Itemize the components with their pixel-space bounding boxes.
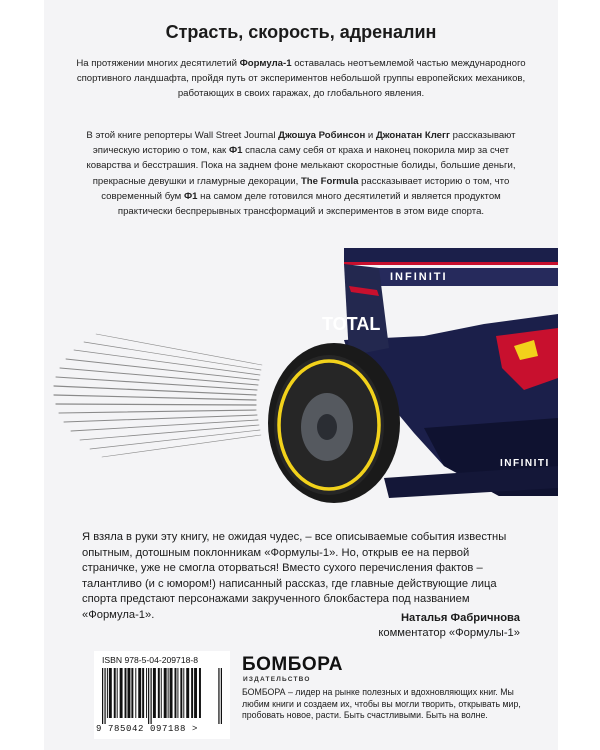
barcode-bar (107, 668, 108, 718)
author-name: Наталья Фабричнова (400, 612, 520, 624)
speed-line (71, 420, 258, 431)
description-paragraph (74, 128, 528, 219)
publisher-logo: БОМБОРА (242, 654, 343, 675)
barcode-bar (170, 668, 173, 718)
back-cover (44, 0, 558, 750)
text-run: рассказывают эпическую историю о том, как (92, 130, 516, 157)
barcode-bar (114, 668, 116, 718)
barcode-bar (164, 668, 167, 718)
publisher-blurb: БОМБОРА – лидер на рынке полезных и вдохновляющих книг. Мы любим книги и создаем их, чтобы вы могли творить, открывать мир, пробовать новое, расти. Быть счастливыми. Быть на волне. (242, 687, 521, 721)
speed-lines (54, 334, 262, 457)
barcode-bar (102, 668, 103, 724)
rear-wing-stripe (344, 262, 558, 265)
speed-line (90, 430, 260, 449)
f1-car-illustration (44, 228, 558, 526)
text-run: оставалась неотъемлемой частью международного спортивного ландшафта, пройдя путь от экспериментов небольшой группы европейских механиков, работающих в своих гаражах, до глобального явления. (76, 58, 526, 100)
bold-term: Джонатан Клегг (375, 130, 450, 141)
barcode-bar (135, 668, 136, 718)
isbn-text: ISBN 978-5-04-209718-8 (102, 655, 199, 665)
speed-line (64, 415, 257, 422)
text-run: на самом деле готовился много десятилетий и является продуктом практически беспрерывных трансформаций и экспериментов в этом виде спорта. (117, 190, 501, 218)
barcode-bar (148, 668, 149, 724)
cover-headline: Страсть, скорость, адреналин (165, 22, 437, 42)
barcode-bar (199, 668, 201, 718)
text-run: На протяжении многих десятилетий (76, 58, 240, 69)
author-title: комментатор «Формулы-1» (378, 627, 520, 640)
speed-line (80, 425, 259, 440)
barcode-digits: 9 785042 097188 > (96, 724, 199, 734)
speed-line (59, 410, 256, 413)
bold-term: Ф1 (228, 145, 243, 157)
speed-line (56, 404, 256, 405)
barcode-bar (191, 668, 193, 718)
bold-term: The Formula (300, 175, 359, 187)
speed-line (96, 334, 262, 365)
barcode-bar (104, 668, 105, 724)
text-run: В этой книге репортеры Wall Street Journal (86, 130, 279, 141)
intro-paragraph (74, 56, 528, 102)
barcode-bar (131, 668, 133, 718)
barcode-bar (142, 668, 144, 718)
barcode-bar (153, 668, 156, 718)
barcode-bar (186, 668, 189, 718)
barcode-block (94, 651, 230, 739)
barcode-bar (146, 668, 147, 718)
bold-term: Формула-1 (239, 58, 292, 69)
quote-author (378, 611, 520, 642)
barcode-bar (194, 668, 197, 718)
text-run: спасла саму себя от краха и наконец покорила мир за счет коварства и бесстрашия. Пока на заднем фоне мелькают скоростные болиды, большие деньги, прекрасные девушки и гламурные декорации, (86, 145, 516, 187)
bold-term: Ф1 (183, 190, 198, 202)
bold-term: Джошуа Робинсон (278, 130, 366, 141)
barcode-bar (120, 668, 123, 718)
barcode-bar (183, 668, 184, 718)
review-quote: Я взяла в руки эту книгу, не ожидая чудес, – все описываемые события известны опытным, дотошным поклонникам «Формулы-1». Но, открыв ее на первой страничке, уже не смогла оторваться! Вместо сухого перечисления фактов – талантливо (и с юмором!) написанный рассказ, где главные действующие лица спорта предстают персонажами закрученного блокбастера под названием «Формула-1». (82, 531, 507, 621)
text-run: и (365, 130, 376, 141)
barcode-bar (174, 668, 176, 718)
infiniti-wing-decal: INFINITI (390, 271, 448, 283)
barcode-bar (218, 668, 219, 724)
speed-line (56, 377, 257, 390)
barcode-bar (117, 668, 118, 718)
barcode-bar (158, 668, 160, 718)
barcode-bar (161, 668, 162, 718)
speed-line (54, 395, 256, 400)
barcode-bar (177, 668, 178, 718)
rear-wing-top (344, 248, 558, 262)
rear-tyre (268, 343, 400, 503)
barcode-bar (127, 668, 130, 718)
barcode-bar (221, 668, 222, 724)
barcode-bar (180, 668, 182, 718)
infiniti-floor-decal: INFINITI (500, 458, 550, 469)
barcode-bar (168, 668, 169, 718)
barcode-bar (150, 668, 151, 724)
barcode-bar (125, 668, 127, 718)
speed-line (54, 386, 256, 395)
total-decal: TOTAL (322, 314, 381, 334)
speed-line (102, 435, 261, 457)
publisher-subtitle: ИЗДАТЕЛЬСТВО (243, 676, 311, 683)
barcode-bar (109, 668, 112, 718)
barcode-bar (138, 668, 141, 718)
speed-line (84, 342, 261, 370)
text-run: рассказывает историю о том, что современный бум (101, 175, 510, 202)
barcode-bars (102, 668, 222, 724)
